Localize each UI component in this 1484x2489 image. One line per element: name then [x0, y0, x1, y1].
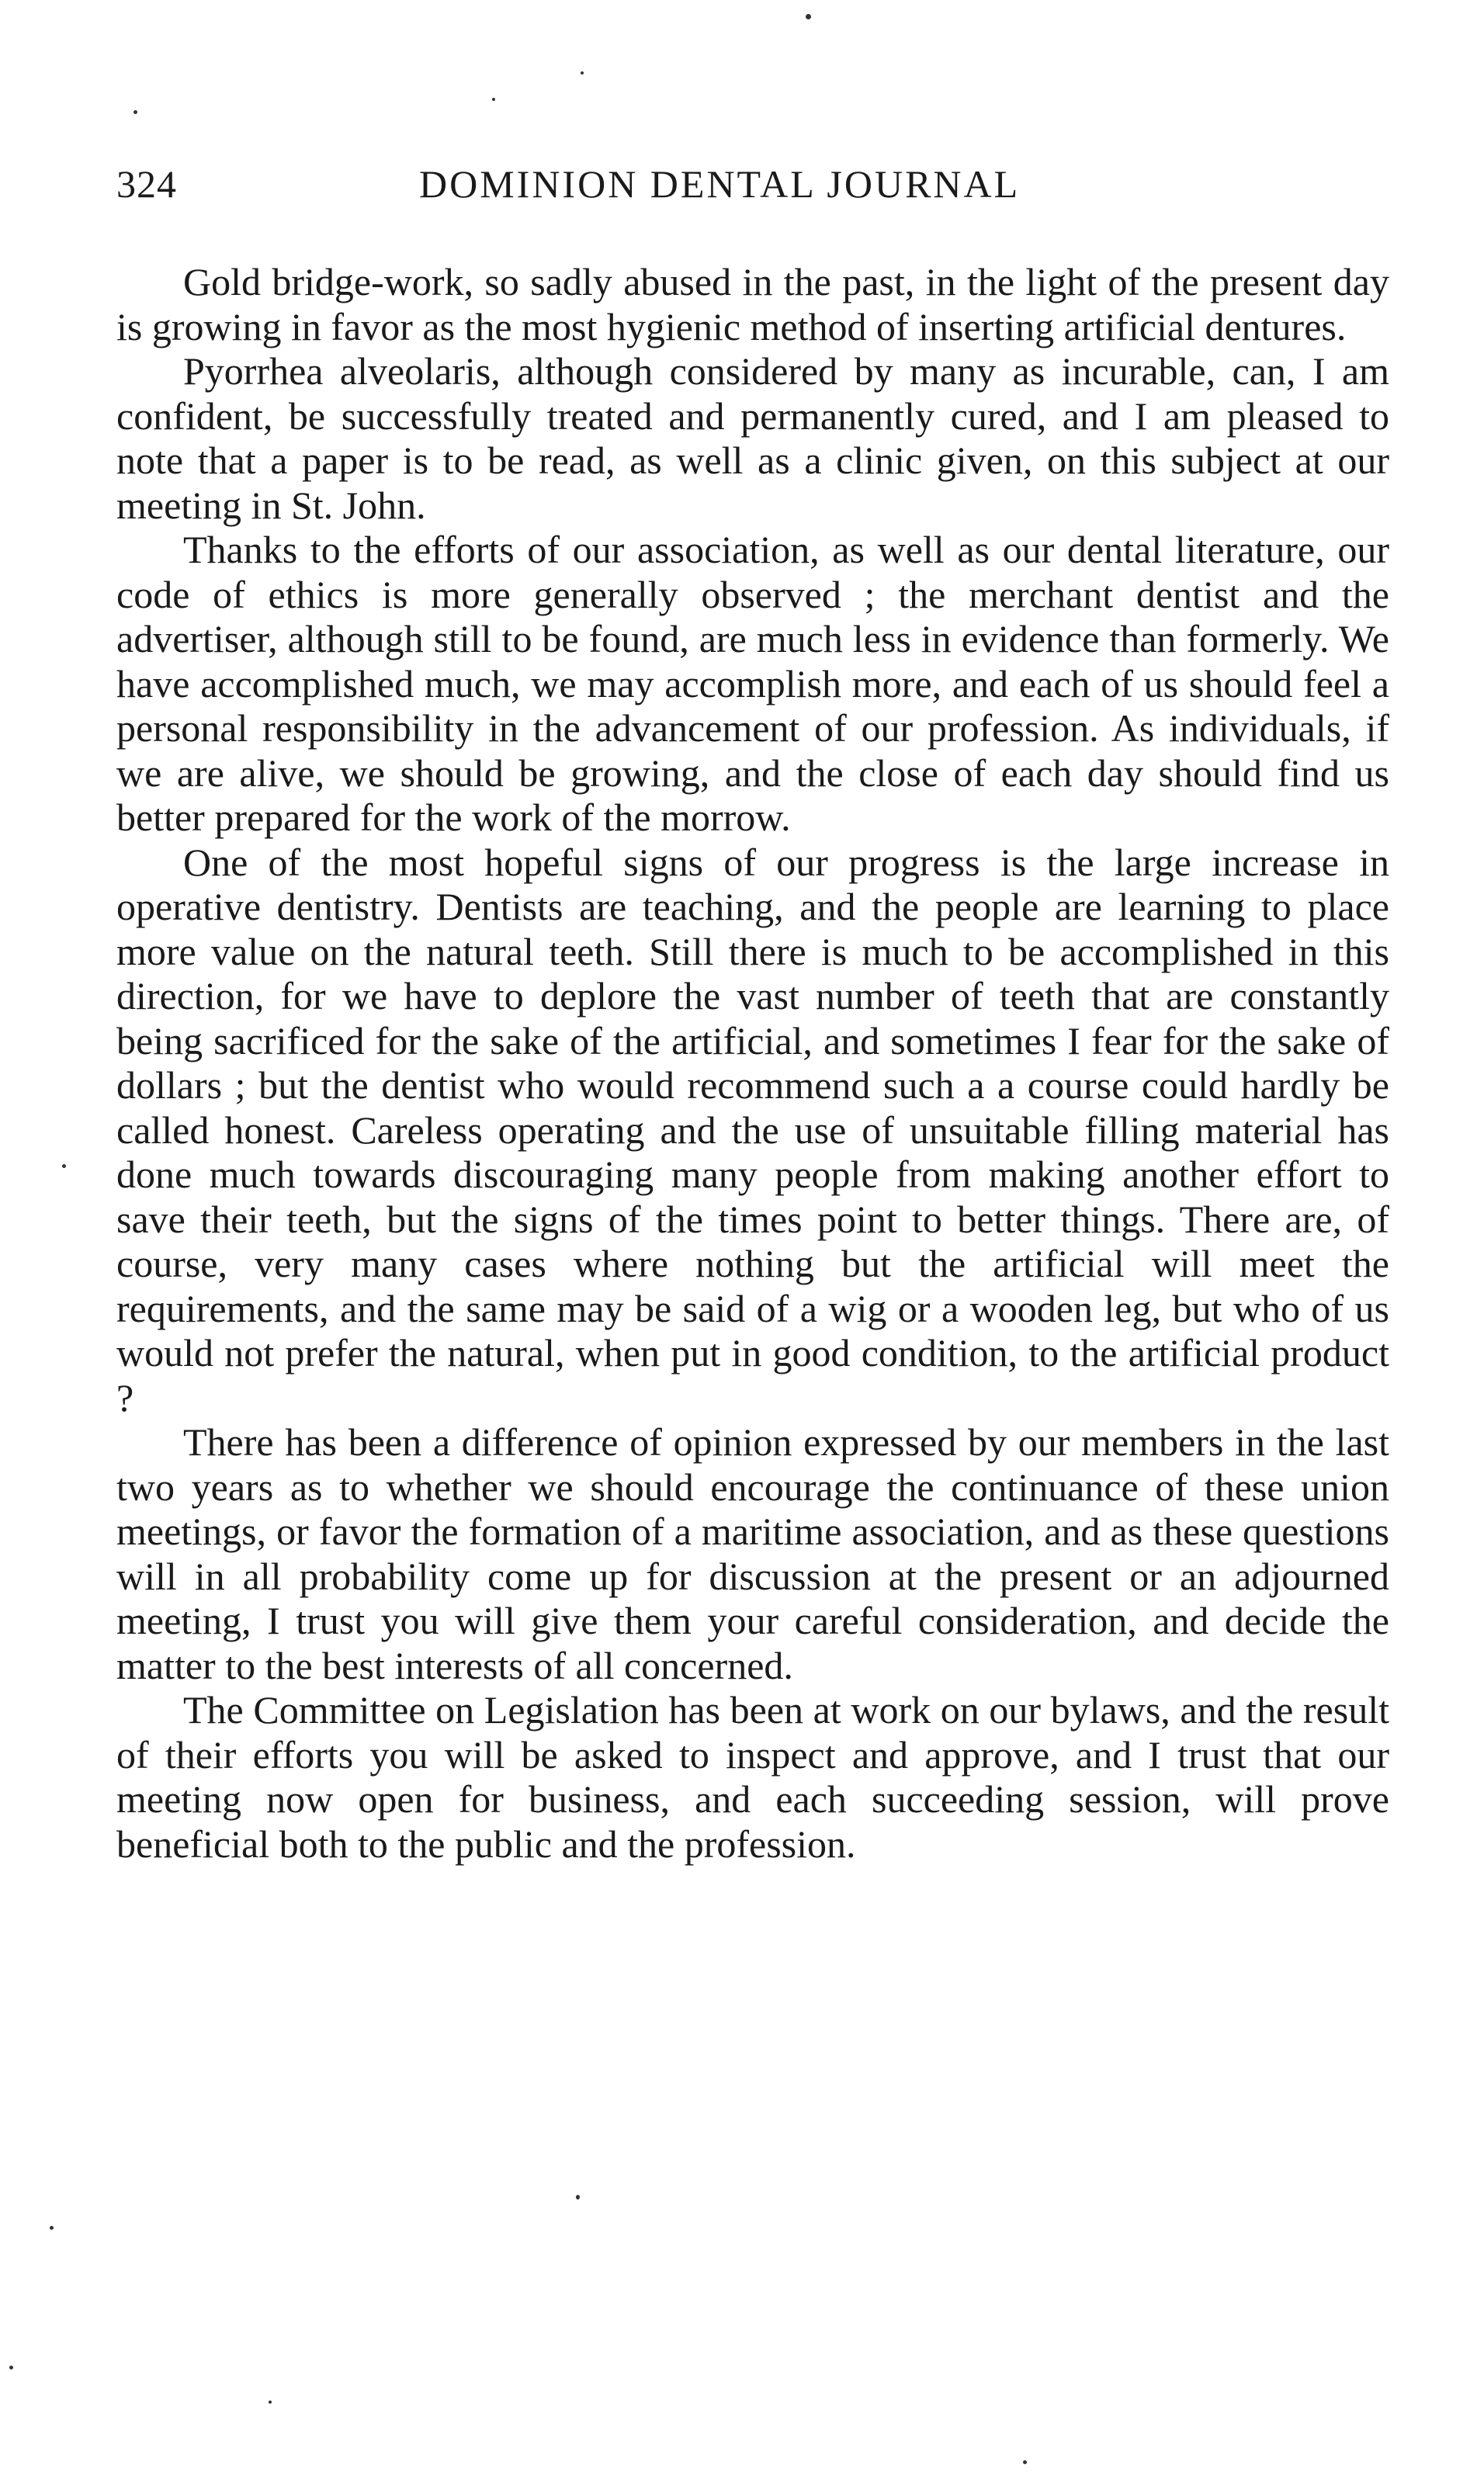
print-speck	[581, 71, 584, 75]
print-speck	[492, 98, 495, 101]
article-body	[116, 260, 1389, 1867]
page-header	[116, 155, 1389, 210]
print-speck	[806, 14, 811, 19]
print-speck	[50, 2226, 54, 2230]
print-speck	[269, 2401, 272, 2404]
paragraph-operative-dentistry: One of the most hopeful signs of our progress is the large increase in operative dentistry. Dentists are teaching, and the people are learning to place more value on the natural teeth. Still there is much to be accomplished in this direction, for we have to deplore the vast number of teeth that are constantly being sacrificed for the sake of the artificial, and sometimes I fear for the sake of dollars ; but the dentist who would recommend such a a course could hardly be called honest. Careless operating and the use of unsuitable filling material has done much towards discouraging many people from making another effort to save their teeth, but the signs of the times point to better things. There are, of course, very many cases where nothing but the artificial will meet the requirements, and the same may be said of a wig or a wooden leg, but who of us would not prefer the natural, when put in good condition, to the artificial product ?	[116, 840, 1389, 1420]
paragraph-union-meetings: There has been a difference of opinion expressed by our members in the last two years as to whether we should encourage the continuance of these union meetings, or favor the formation of a maritime association, and as these questions will in all probability come up for discussion at the present or an adjourned meeting, I trust you will give them your careful consideration, and decide the matter to the best interests of all concerned.	[116, 1420, 1389, 1687]
paragraph-ethics: Thanks to the efforts of our association, as well as our dental literature, our code of ethics is more generally observed ; the merchant dentist and the advertiser, although still to be found, are much less in evidence than formerly. We have accomplished much, we may accomplish more, and each of us should feel a personal responsibility in the advancement of our profession. As individuals, if we are alive, we should be growing, and the close of each day should find us better prepared for the work of the morrow.	[116, 528, 1389, 839]
paragraph-pyorrhea: Pyorrhea alveolaris, although considered by many as incurable, can, I am confident, be successfully treated and permanently cured, and I am pleased to note that a paper is to be read, as well as a clinic given, on this subject at our meeting in St. John.	[116, 349, 1389, 527]
print-speck	[62, 1164, 66, 1168]
print-speck	[576, 2195, 580, 2200]
print-speck	[9, 2366, 13, 2369]
paragraph-gold-bridge-work: Gold bridge-work, so sadly abused in the past, in the light of the present day is growing in favor as the most hygienic method of inserting artificial dentures.	[116, 260, 1389, 348]
paragraph-committee-legislation: The Committee on Legislation has been at work on our bylaws, and the result of their efforts you will be asked to inspect and approve, and I trust that our meeting now open for business, and each succeeding session, will prove beneficial both to the public and the profession.	[116, 1688, 1389, 1866]
running-title: DOMINION DENTAL JOURNAL	[419, 162, 1021, 206]
page-number: 324	[116, 162, 177, 206]
print-speck	[133, 110, 137, 114]
print-speck	[1023, 2460, 1027, 2464]
